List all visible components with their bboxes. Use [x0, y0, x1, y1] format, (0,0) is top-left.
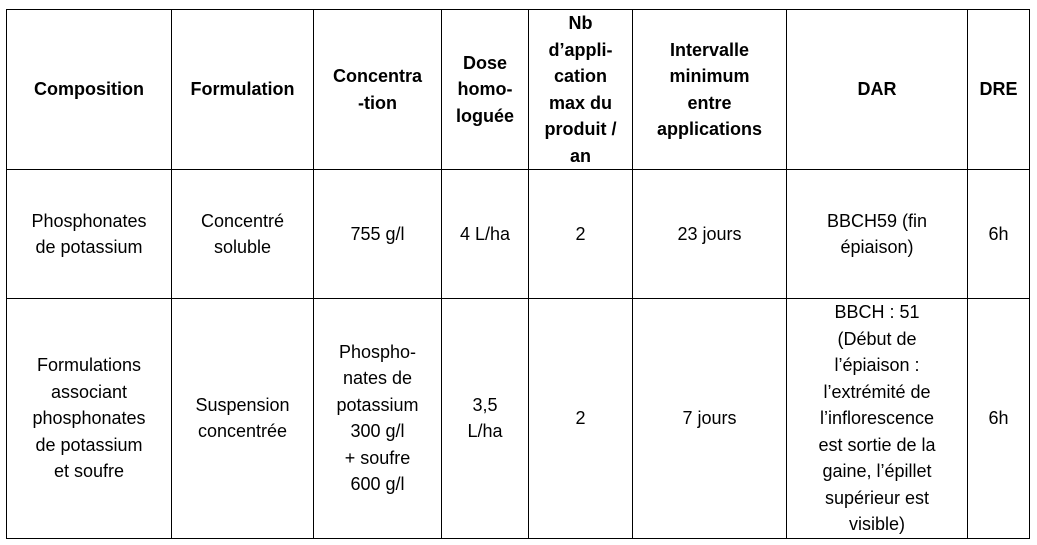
cell-dre: 6h: [968, 299, 1030, 539]
header-concentration: Concentra -tion: [314, 10, 442, 170]
phosphonates-table: [6, 9, 1030, 539]
cell-composition: Formulations associant phosphonates de potassium et soufre: [7, 299, 172, 539]
header-dre: DRE: [968, 10, 1030, 170]
cell-formulation: Concentré soluble: [172, 170, 314, 299]
header-dose: Dose homo- loguée: [442, 10, 529, 170]
cell-nb-applications: 2: [529, 170, 633, 299]
cell-intervalle: 23 jours: [633, 170, 787, 299]
cell-dre: 6h: [968, 170, 1030, 299]
cell-dar: BBCH : 51 (Début de l’épiaison : l’extrémité de l’inflorescence est sortie de la gaine, l’épillet supérieur est visible): [787, 299, 968, 539]
header-intervalle: Intervalle minimum entre applications: [633, 10, 787, 170]
cell-dose: 3,5 L/ha: [442, 299, 529, 539]
header-row: [7, 10, 1030, 170]
cell-dar: BBCH59 (fin épiaison): [787, 170, 968, 299]
cell-formulation: Suspension concentrée: [172, 299, 314, 539]
cell-composition: Phosphonates de potassium: [7, 170, 172, 299]
cell-dose: 4 L/ha: [442, 170, 529, 299]
cell-concentration: Phospho- nates de potassium 300 g/l + soufre 600 g/l: [314, 299, 442, 539]
header-nb-applications: Nb d’appli- cation max du produit / an: [529, 10, 633, 170]
header-formulation: Formulation: [172, 10, 314, 170]
table-row: [7, 299, 1030, 539]
cell-concentration: 755 g/l: [314, 170, 442, 299]
cell-intervalle: 7 jours: [633, 299, 787, 539]
header-composition: Composition: [7, 10, 172, 170]
header-dar: DAR: [787, 10, 968, 170]
table-row: [7, 170, 1030, 299]
cell-nb-applications: 2: [529, 299, 633, 539]
